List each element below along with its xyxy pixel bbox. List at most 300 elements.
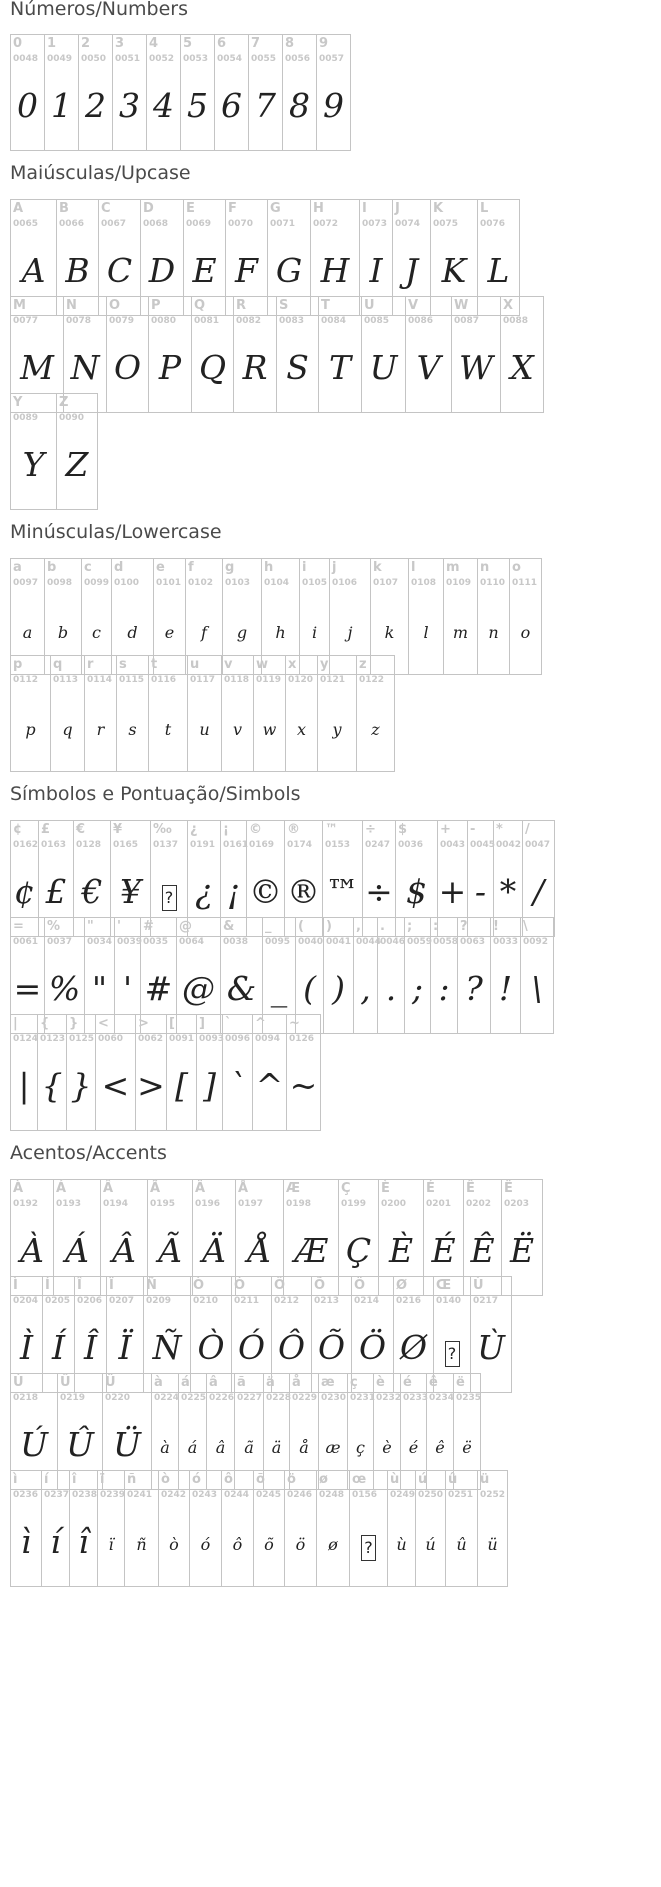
glyph-code-label: 0106 xyxy=(332,578,358,588)
glyph-row xyxy=(10,34,351,151)
glyph-code-label: 0198 xyxy=(286,1199,312,1209)
glyph-cell xyxy=(350,1471,388,1587)
missing-glyph-box: ? xyxy=(162,885,177,911)
glyph-sample: x xyxy=(296,720,307,739)
glyph-code-label: 0090 xyxy=(59,413,85,423)
glyph-code-label: 0079 xyxy=(109,316,135,326)
glyph-sample: Î xyxy=(83,1328,98,1367)
glyph-sample: Ï xyxy=(118,1328,132,1367)
glyph-code-label: 0211 xyxy=(234,1296,260,1306)
glyph-cell xyxy=(285,1471,317,1587)
glyph-code-label: 0055 xyxy=(251,54,277,64)
glyph-cell xyxy=(362,297,406,413)
glyph-code-label: 0065 xyxy=(13,219,39,229)
glyph-character-label: / xyxy=(525,822,530,837)
glyph-cell xyxy=(317,35,351,151)
glyph-sample: Ò xyxy=(197,1328,225,1367)
glyph-sample: ¡ xyxy=(226,872,241,911)
glyph-character-label: Ñ xyxy=(146,1278,157,1293)
glyph-cell xyxy=(192,297,234,413)
glyph-code-label: 0124 xyxy=(13,1034,39,1044)
glyph-character-label: Ø xyxy=(396,1278,408,1293)
glyph-code-label: 0057 xyxy=(319,54,345,64)
glyph-sample: 5 xyxy=(187,86,208,125)
glyph-character-label: _ xyxy=(265,919,272,934)
glyph-code-label: 0076 xyxy=(480,219,506,229)
glyph-sample: D xyxy=(148,251,176,290)
glyph-character-label: ¥ xyxy=(113,822,123,837)
glyph-character-label: ê xyxy=(429,1375,438,1390)
glyph-character-label: G xyxy=(270,201,281,216)
glyph-code-label: 0193 xyxy=(56,1199,82,1209)
glyph-sample: & xyxy=(226,969,257,1008)
glyph-code-label: 0109 xyxy=(446,578,472,588)
glyph-code-label: 0070 xyxy=(228,219,254,229)
glyph-code-label: 0118 xyxy=(224,675,250,685)
glyph-code-label: 0034 xyxy=(87,937,113,947)
glyph-sample: T xyxy=(328,348,351,387)
glyph-cell xyxy=(286,656,318,772)
glyph-sample: ó xyxy=(200,1535,211,1554)
glyph-character-label: C xyxy=(101,201,111,216)
glyph-sample: V xyxy=(416,348,441,387)
glyph-cell xyxy=(149,656,188,772)
glyph-character-label: e xyxy=(156,560,165,575)
glyph-cell xyxy=(222,656,254,772)
glyph-character-label: a xyxy=(13,560,22,575)
glyph-code-label: 0239 xyxy=(100,1490,126,1500)
glyph-sample: % xyxy=(48,969,81,1008)
glyph-code-label: 0104 xyxy=(264,578,290,588)
glyph-sample: Â xyxy=(112,1231,136,1270)
glyph-character-label: ™ xyxy=(325,822,338,837)
glyph-code-label: 0121 xyxy=(320,675,346,685)
glyph-code-label: 0040 xyxy=(298,937,324,947)
section-title: Minúsculas/Lowercase xyxy=(10,521,222,543)
glyph-cell xyxy=(446,1471,478,1587)
glyph-sample: o xyxy=(520,623,531,642)
glyph-sample: q xyxy=(62,720,73,739)
glyph-sample: < xyxy=(101,1066,130,1105)
glyph-character-label: I xyxy=(362,201,367,216)
glyph-character-label: T xyxy=(321,298,330,313)
glyph-sample: k xyxy=(384,623,395,642)
glyph-code-label: 0049 xyxy=(47,54,73,64)
glyph-sample: Ô xyxy=(277,1328,306,1367)
glyph-character-label: 8 xyxy=(285,36,295,51)
glyph-code-label: 0113 xyxy=(53,675,79,685)
glyph-character-label: Ó xyxy=(234,1278,246,1293)
glyph-sample: O xyxy=(113,348,142,387)
glyph-code-label: 0243 xyxy=(192,1490,218,1500)
glyph-sample: f xyxy=(201,623,207,642)
glyph-code-label: 0161 xyxy=(223,840,249,850)
glyph-character-label: 3 xyxy=(115,36,125,51)
glyph-sample: ú xyxy=(425,1535,436,1554)
glyph-sample: Ó xyxy=(237,1328,266,1367)
glyph-character-label: 1 xyxy=(47,36,57,51)
glyph-cell xyxy=(190,1471,222,1587)
glyph-code-label: 0137 xyxy=(153,840,179,850)
glyph-code-label: 0200 xyxy=(381,1199,407,1209)
glyph-code-label: 0042 xyxy=(496,840,522,850)
glyph-code-label: 0174 xyxy=(287,840,313,850)
glyph-character-label: g xyxy=(225,560,235,575)
glyph-code-label: 0126 xyxy=(289,1034,315,1044)
glyph-code-label: 0232 xyxy=(376,1393,402,1403)
glyph-cell xyxy=(478,559,510,675)
glyph-sample: ë xyxy=(462,1438,472,1457)
glyph-code-label: 0246 xyxy=(287,1490,313,1500)
glyph-sample: é xyxy=(408,1438,419,1457)
glyph-character-label: Á xyxy=(56,1181,67,1196)
glyph-sample: Ù xyxy=(477,1328,505,1367)
glyph-character-label: Ù xyxy=(473,1278,484,1293)
glyph-sample: m xyxy=(452,623,469,642)
glyph-sample: C xyxy=(106,251,133,290)
glyph-sample: Ã xyxy=(158,1231,182,1270)
glyph-code-label: 0153 xyxy=(325,840,351,850)
glyph-character-label: ` xyxy=(225,1016,232,1031)
glyph-character-label: ø xyxy=(319,1472,328,1487)
glyph-character-label: S xyxy=(279,298,289,313)
glyph-code-label: 0114 xyxy=(87,675,113,685)
glyph-code-label: 0107 xyxy=(373,578,399,588)
glyph-code-label: 0086 xyxy=(408,316,434,326)
glyph-cell xyxy=(324,918,354,1034)
glyph-code-label: 0044 xyxy=(356,937,382,947)
glyph-sample: I xyxy=(369,251,383,290)
glyph-character-label: Î xyxy=(77,1278,82,1293)
glyph-sample: ö xyxy=(295,1535,306,1554)
glyph-character-label: È xyxy=(381,1181,390,1196)
glyph-cell xyxy=(215,35,249,151)
glyph-code-label: 0068 xyxy=(143,219,169,229)
glyph-character-label: . xyxy=(380,919,385,934)
glyph-character-label: p xyxy=(13,657,23,672)
glyph-sample: U xyxy=(369,348,398,387)
glyph-character-label: } xyxy=(69,1016,79,1031)
glyph-character-label: V xyxy=(408,298,419,313)
glyph-cell xyxy=(197,1015,223,1131)
glyph-code-label: 0116 xyxy=(151,675,177,685)
glyph-cell xyxy=(510,559,542,675)
glyph-sample: ^ xyxy=(255,1066,284,1105)
glyph-character-label: X xyxy=(503,298,514,313)
glyph-code-label: 0073 xyxy=(362,219,388,229)
glyph-code-label: 0053 xyxy=(183,54,209,64)
glyph-code-label: 0069 xyxy=(186,219,212,229)
glyph-code-label: 0196 xyxy=(195,1199,221,1209)
glyph-character-label: U xyxy=(364,298,375,313)
glyph-code-label: 0080 xyxy=(151,316,177,326)
glyph-code-label: 0241 xyxy=(127,1490,153,1500)
glyph-sample: ' xyxy=(122,969,133,1008)
glyph-cell xyxy=(11,1015,38,1131)
glyph-code-label: 0041 xyxy=(326,937,352,947)
glyph-character-label: œ xyxy=(352,1472,367,1487)
glyph-sample: Q xyxy=(198,348,227,387)
glyph-sample xyxy=(350,1525,387,1561)
glyph-sample: W xyxy=(459,348,493,387)
glyph-sample: E xyxy=(192,251,217,290)
glyph-code-label: 0216 xyxy=(396,1296,422,1306)
glyph-sample: É xyxy=(431,1231,456,1270)
glyph-character-label: | xyxy=(13,1016,18,1031)
glyph-sample: Y xyxy=(22,445,45,484)
glyph-character-label: ò xyxy=(161,1472,170,1487)
glyph-code-label: 0046 xyxy=(380,937,406,947)
glyph-character-label: Ò xyxy=(193,1278,205,1293)
glyph-sample: ã xyxy=(244,1438,254,1457)
glyph-cell xyxy=(318,656,357,772)
glyph-sample: j xyxy=(347,623,353,642)
glyph-character-label: æ xyxy=(321,1375,335,1390)
glyph-character-label: ~ xyxy=(289,1016,300,1031)
glyph-code-label: 0169 xyxy=(249,840,275,850)
glyph-code-label: 0111 xyxy=(512,578,538,588)
glyph-character-label: : xyxy=(433,919,439,934)
glyph-cell xyxy=(458,918,491,1034)
glyph-character-label: Ê xyxy=(466,1181,475,1196)
glyph-character-label: O xyxy=(109,298,121,313)
glyph-sample: _ xyxy=(270,969,288,1008)
glyph-character-label: à xyxy=(154,1375,163,1390)
glyph-cell xyxy=(223,1015,253,1131)
glyph-character-label: y xyxy=(320,657,329,672)
glyph-character-label: # xyxy=(143,919,154,934)
glyph-character-label: ' xyxy=(117,919,121,934)
glyph-sample: 1 xyxy=(51,86,72,125)
glyph-code-label: 0038 xyxy=(223,937,249,947)
glyph-sample: Ø xyxy=(399,1328,428,1367)
glyph-cell xyxy=(234,297,277,413)
glyph-code-label: 0207 xyxy=(109,1296,135,1306)
glyph-code-label: 0052 xyxy=(149,54,175,64)
glyph-character-label: + xyxy=(440,822,451,837)
glyph-cell xyxy=(287,1015,321,1131)
glyph-sample: á xyxy=(187,1438,198,1457)
glyph-cell xyxy=(222,1471,254,1587)
glyph-sample: # xyxy=(144,969,173,1008)
glyph-sample: Æ xyxy=(294,1231,328,1270)
glyph-character-label: ® xyxy=(287,822,300,837)
glyph-sample: - xyxy=(474,872,487,911)
glyph-cell xyxy=(51,656,85,772)
glyph-character-label: K xyxy=(433,201,444,216)
glyph-sample: ñ xyxy=(136,1535,147,1554)
glyph-character-label: H xyxy=(313,201,324,216)
glyph-sample: Ë xyxy=(509,1231,535,1270)
glyph-character-label: < xyxy=(98,1016,109,1031)
glyph-character-label: M xyxy=(13,298,26,313)
glyph-cell xyxy=(96,1015,136,1131)
section-title: Acentos/Accents xyxy=(10,1142,167,1164)
glyph-code-label: 0247 xyxy=(365,840,391,850)
glyph-code-label: 0060 xyxy=(98,1034,124,1044)
glyph-character-label: ü xyxy=(480,1472,490,1487)
glyph-sample: 2 xyxy=(85,86,106,125)
glyph-character-label: Ë xyxy=(504,1181,513,1196)
glyph-character-label: ? xyxy=(460,919,468,934)
glyph-code-label: 0242 xyxy=(161,1490,187,1500)
glyph-cell xyxy=(147,35,181,151)
glyph-code-label: 0228 xyxy=(266,1393,292,1403)
glyph-code-label: 0119 xyxy=(256,675,282,685)
glyph-code-label: 0058 xyxy=(433,937,459,947)
glyph-row xyxy=(10,1470,508,1587)
glyph-cell xyxy=(11,35,45,151)
glyph-cell xyxy=(149,297,192,413)
glyph-sample: Û xyxy=(66,1425,94,1464)
glyph-sample: . xyxy=(385,969,397,1008)
glyph-code-label: 0213 xyxy=(314,1296,340,1306)
glyph-code-label: 0064 xyxy=(179,937,205,947)
glyph-sample: A xyxy=(21,251,46,290)
glyph-character-label: Â xyxy=(103,1181,114,1196)
glyph-code-label: 0123 xyxy=(40,1034,66,1044)
glyph-code-label: 0097 xyxy=(13,578,39,588)
glyph-character-label: â xyxy=(209,1375,218,1390)
glyph-code-label: 0117 xyxy=(190,675,216,685)
glyph-sample: B xyxy=(65,251,90,290)
glyph-sample: ê xyxy=(435,1438,445,1457)
glyph-character-label: t xyxy=(151,657,158,672)
glyph-code-label: 0194 xyxy=(103,1199,129,1209)
glyph-code-label: 0056 xyxy=(285,54,311,64)
glyph-cell xyxy=(409,559,444,675)
glyph-code-label: 0202 xyxy=(466,1199,492,1209)
glyph-character-label: c xyxy=(84,560,92,575)
glyph-code-label: 0074 xyxy=(395,219,421,229)
glyph-cell xyxy=(277,297,319,413)
glyph-sample: ï xyxy=(108,1535,114,1554)
glyph-cell xyxy=(357,656,395,772)
glyph-cell xyxy=(113,35,147,151)
section-title: Símbolos e Pontuação/Simbols xyxy=(10,783,301,805)
glyph-character-label: ñ xyxy=(127,1472,137,1487)
glyph-character-label: Ô xyxy=(274,1278,286,1293)
glyph-sample: G xyxy=(275,251,303,290)
glyph-code-label: 0214 xyxy=(354,1296,380,1306)
glyph-character-label: - xyxy=(470,822,476,837)
glyph-code-label: 0217 xyxy=(473,1296,499,1306)
glyph-cell xyxy=(388,1471,416,1587)
glyph-character-label: ì xyxy=(13,1472,18,1487)
glyph-sample: z xyxy=(371,720,380,739)
glyph-character-label: Í xyxy=(45,1278,50,1293)
glyph-character-label: ù xyxy=(390,1472,400,1487)
glyph-character-label: F xyxy=(228,201,237,216)
glyph-cell xyxy=(181,35,215,151)
glyph-code-label: 0224 xyxy=(154,1393,180,1403)
glyph-code-label: 0204 xyxy=(13,1296,39,1306)
glyph-sample: å xyxy=(299,1438,309,1457)
glyph-character-label: W xyxy=(454,298,469,313)
glyph-code-label: 0048 xyxy=(13,54,39,64)
glyph-character-label: © xyxy=(249,822,262,837)
glyph-sample: L xyxy=(487,251,510,290)
glyph-sample: ] xyxy=(203,1066,216,1105)
glyph-character-label: i xyxy=(302,560,307,575)
glyph-sample: } xyxy=(70,1066,92,1105)
glyph-code-label: 0099 xyxy=(84,578,110,588)
glyph-character-label: Õ xyxy=(314,1278,326,1293)
glyph-sample: ì xyxy=(20,1522,32,1561)
glyph-sample: à xyxy=(160,1438,170,1457)
glyph-sample: ` xyxy=(229,1066,246,1105)
glyph-code-label: 0128 xyxy=(76,840,102,850)
glyph-code-label: 0045 xyxy=(470,840,496,850)
glyph-code-label: 0035 xyxy=(143,937,169,947)
glyph-code-label: 0054 xyxy=(217,54,243,64)
glyph-code-label: 0112 xyxy=(13,675,39,685)
glyph-character-label: è xyxy=(376,1375,385,1390)
glyph-cell xyxy=(501,297,544,413)
glyph-code-label: 0071 xyxy=(270,219,296,229)
glyph-character-label: ¡ xyxy=(223,822,229,837)
glyph-code-label: 0165 xyxy=(113,840,139,850)
glyph-cell xyxy=(45,35,79,151)
glyph-cell xyxy=(254,656,286,772)
glyph-cell xyxy=(431,918,458,1034)
glyph-sample: d xyxy=(127,623,138,642)
glyph-row xyxy=(10,1014,321,1131)
glyph-character-label: s xyxy=(119,657,127,672)
glyph-character-label: À xyxy=(13,1181,24,1196)
glyph-character-label: J xyxy=(395,201,400,216)
glyph-code-label: 0245 xyxy=(256,1490,282,1500)
glyph-code-label: 0227 xyxy=(237,1393,263,1403)
glyph-character-label: > xyxy=(138,1016,149,1031)
glyph-sample: ù xyxy=(396,1535,407,1554)
glyph-sample: ä xyxy=(271,1438,282,1457)
glyph-character-label: @ xyxy=(179,919,192,934)
glyph-sample: N xyxy=(70,348,100,387)
glyph-code-label: 0105 xyxy=(302,578,328,588)
glyph-cell xyxy=(167,1015,197,1131)
glyph-sample: Ê xyxy=(470,1231,495,1270)
glyph-code-label: 0072 xyxy=(313,219,339,229)
glyph-character-label: f xyxy=(188,560,194,575)
glyph-code-label: 0100 xyxy=(114,578,140,588)
glyph-code-label: 0238 xyxy=(72,1490,98,1500)
glyph-code-label: 0093 xyxy=(199,1034,225,1044)
glyph-cell xyxy=(444,559,478,675)
glyph-code-label: 0059 xyxy=(407,937,433,947)
glyph-sample: ô xyxy=(232,1535,243,1554)
glyph-code-label: 0206 xyxy=(77,1296,103,1306)
glyph-character-label: 9 xyxy=(319,36,329,51)
glyph-code-label: 0037 xyxy=(47,937,73,947)
glyph-sample: í xyxy=(50,1522,61,1561)
glyph-cell xyxy=(354,918,382,1034)
glyph-sample: Í xyxy=(51,1328,66,1367)
missing-glyph-box: ? xyxy=(445,1341,460,1367)
glyph-character-label: R xyxy=(236,298,247,313)
glyph-sample: h xyxy=(275,623,286,642)
glyph-character-label: Û xyxy=(60,1375,71,1390)
glyph-sample: $ xyxy=(406,872,427,911)
glyph-sample: u xyxy=(199,720,210,739)
glyph-sample: Å xyxy=(247,1231,272,1270)
glyph-sample: / xyxy=(532,872,545,911)
glyph-code-label: 0089 xyxy=(13,413,39,423)
glyph-code-label: 0220 xyxy=(105,1393,131,1403)
glyph-character-label: { xyxy=(40,1016,50,1031)
glyph-sample: € xyxy=(81,872,103,911)
glyph-character-label: å xyxy=(292,1375,301,1390)
